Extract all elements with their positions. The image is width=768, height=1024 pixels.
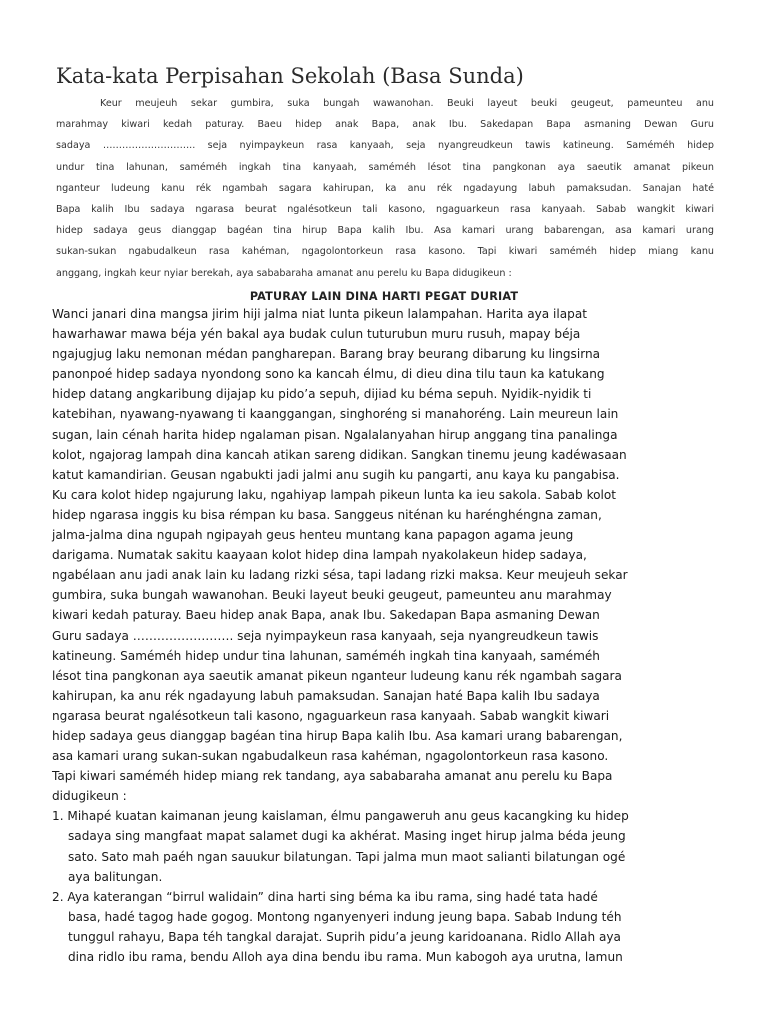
body-line: jalma-jalma dina ngupah ngipayah geus henteu muntang kana papagon agama jeung	[52, 528, 574, 543]
body-line: Ku cara kolot hidep ngajurung laku, ngahiyap lampah pikeun lunta ka ieu sakola. Sabab kolot	[52, 487, 617, 502]
body-line: panonpoé hidep sadaya nyondong sono ka kancah élmu, di dieu dina tilu taun ka katukang	[52, 367, 605, 382]
body-line: didugikeun :	[52, 789, 127, 804]
body-line: asa kamari urang sukan-sukan ngabudalkeun rasa kahéman, ngagolontorkeun rasa kasono.	[52, 749, 609, 764]
body-text	[52, 304, 716, 967]
document-title: Kata-kata Perpisahan Sekolah (Basa Sunda)	[56, 64, 524, 88]
body-line: hidep sadaya geus dianggap bagéan tina hirup Bapa kalih Ibu. Asa kamari urang babarengan,	[52, 728, 623, 743]
intro-line: nganteur ludeung kanu rék ngambah sagara kahirupan, ka anu rék ngadayung labuh pamaksudan. Sanajan haté	[56, 182, 714, 194]
intro-line: undur tina lahunan, saméméh ingkah tina kanyaah, saméméh lésot tina pangkonan aya saeutik amanat pikeun	[56, 161, 714, 173]
list-item-2: 2. Aya katerangan “birrul walidain” dina harti sing béma ka ibu rama, sing hadé tata hadé	[52, 889, 598, 904]
body-line: hidep ngarasa inggis ku bisa rémpan ku basa. Sanggeus niténan ku harénghéngna zaman,	[52, 507, 602, 522]
body-line: darigama. Numatak sakitu kaayaan kolot hidep dina lampah nyakolakeun hidep sadaya,	[52, 548, 587, 563]
intro-line: hidep sadaya geus dianggap bagéan tina hirup Bapa kalih Ibu. Asa kamari urang babarengan, asa kamari urang	[56, 225, 714, 237]
intro-line: marahmay kiwari kedah paturay. Baeu hidep anak Bapa, anak Ibu. Sakedapan Bapa asmaning Dewan Guru	[56, 119, 714, 131]
list-item-1-continued: sadaya sing mangfaat mapat salamet dugi ka akhérat. Masing inget hirup jalma béda jeung	[68, 829, 626, 844]
intro-line: sadaya ……………………….. seja nyimpaykeun rasa kanyaah, seja nyangreudkeun tawis katineung. Saméméh hidep	[56, 140, 714, 152]
body-line: Guru sadaya ……………………. seja nyimpaykeun rasa kanyaah, seja nyangreudkeun tawis	[52, 628, 599, 643]
body-line: hawarhawar mawa béja yén bakal aya budak culun tuturubun muru rusuh, mapay béja	[52, 327, 581, 342]
body-line: Tapi kiwari saméméh hidep miang rek tandang, aya sababaraha amanat anu perelu ku Bapa	[52, 769, 613, 784]
body-line: gumbira, suka bungah wawanohan. Beuki layeut beuki geugeut, pameunteu anu marahmay	[52, 588, 612, 603]
intro-line: anggang, ingkah keur nyiar berekah, aya sababaraha amanat anu perelu ku Bapa didugikeun :	[56, 267, 512, 279]
section-heading: PATURAY LAIN DINA HARTI PEGAT DURIAT	[249, 290, 519, 303]
list-item-1-continued: sato. Sato mah paéh ngan sauukur bilatungan. Tapi jalma mun maot salianti bilatungan ogé	[68, 849, 626, 864]
intro-paragraph	[56, 93, 714, 284]
body-line: katut kamandirian. Geusan ngabukti jadi jalmi anu sugih ku pangarti, anu kaya ku pangabisa.	[52, 467, 620, 482]
body-line: Wanci janari dina mangsa jirim hiji jalma niat lunta pikeun lalampahan. Harita aya ilapat	[52, 307, 588, 321]
intro-line: Bapa kalih Ibu sadaya ngarasa beurat ngalésotkeun tali kasono, ngaguarkeun rasa kanyaah. Sabab wangkit kiwari	[56, 204, 714, 216]
list-item-1-continued: aya balitungan.	[68, 869, 163, 884]
list-item-2-continued: dina ridlo ibu rama, bendu Alloh aya dina bendu ibu rama. Mun kabogoh aya urutna, lamun	[68, 950, 623, 964]
body-line: kahirupan, ka anu rék ngadayung labuh pamaksudan. Sanajan haté Bapa kalih Ibu sadaya	[52, 688, 600, 703]
list-item-1: 1. Mihapé kuatan kaimanan jeung kaislaman, élmu pangaweruh anu geus kacangking ku hidep	[52, 809, 629, 824]
list-item-2-continued: tunggul rahayu, Bapa téh tangkal darajat. Suprih pidu’a jeung karidoanana. Ridlo Allah aya	[68, 929, 621, 944]
body-line: katebihan, nyawang-nyawang ti kaanggangan, singhoréng si manahoréng. Lain meureun lain	[52, 407, 619, 422]
body-line: kiwari kedah paturay. Baeu hidep anak Bapa, anak Ibu. Sakedapan Bapa asmaning Dewan	[52, 608, 600, 623]
list-item-2-continued: basa, hadé tagog hade gogog. Montong nganyenyeri indung jeung bapa. Sabab Indung téh	[68, 909, 622, 924]
body-line: lésot tina pangkonan aya saeutik amanat pikeun nganteur ludeung kanu rék ngambah sagara	[52, 668, 622, 683]
body-line: sugan, lain cénah harita hidep ngalaman pisan. Ngalalanyahan hirup anggang tina panalinga	[52, 427, 618, 442]
body-line: hidep datang angkaribung dijajap ku pido’a sepuh, dijiad ku béma sepuh. Nyidik-nyidik ti	[52, 387, 592, 402]
body-line: ngarasa beurat ngalésotkeun tali kasono, ngaguarkeun rasa kanyaah. Sabab wangkit kiwari	[52, 708, 610, 723]
body-line: ngajugjug laku nemonan médan pangharepan. Barang bray beurang dibarung ku lingsirna	[52, 347, 601, 362]
intro-line: sukan-sukan ngabudalkeun rasa kahéman, ngagolontorkeun rasa kasono. Tapi kiwari saméméh hidep miang kanu	[56, 246, 714, 258]
body-line: ngabélaan anu jadi anak lain ku ladang rizki sésa, tapi ladang rizki maksa. Keur meujeuh sekar	[52, 568, 628, 583]
body-line: kolot, ngajorag lampah dina kancah atikan sareng didikan. Sangkan tinemu jeung kadéwasaan	[52, 447, 627, 462]
body-line: katineung. Saméméh hidep undur tina lahunan, saméméh ingkah tina kanyaah, saméméh	[52, 648, 600, 663]
intro-line: Keur meujeuh sekar gumbira, suka bungah wawanohan. Beuki layeut beuki geugeut, pameunteu anu	[100, 98, 714, 109]
